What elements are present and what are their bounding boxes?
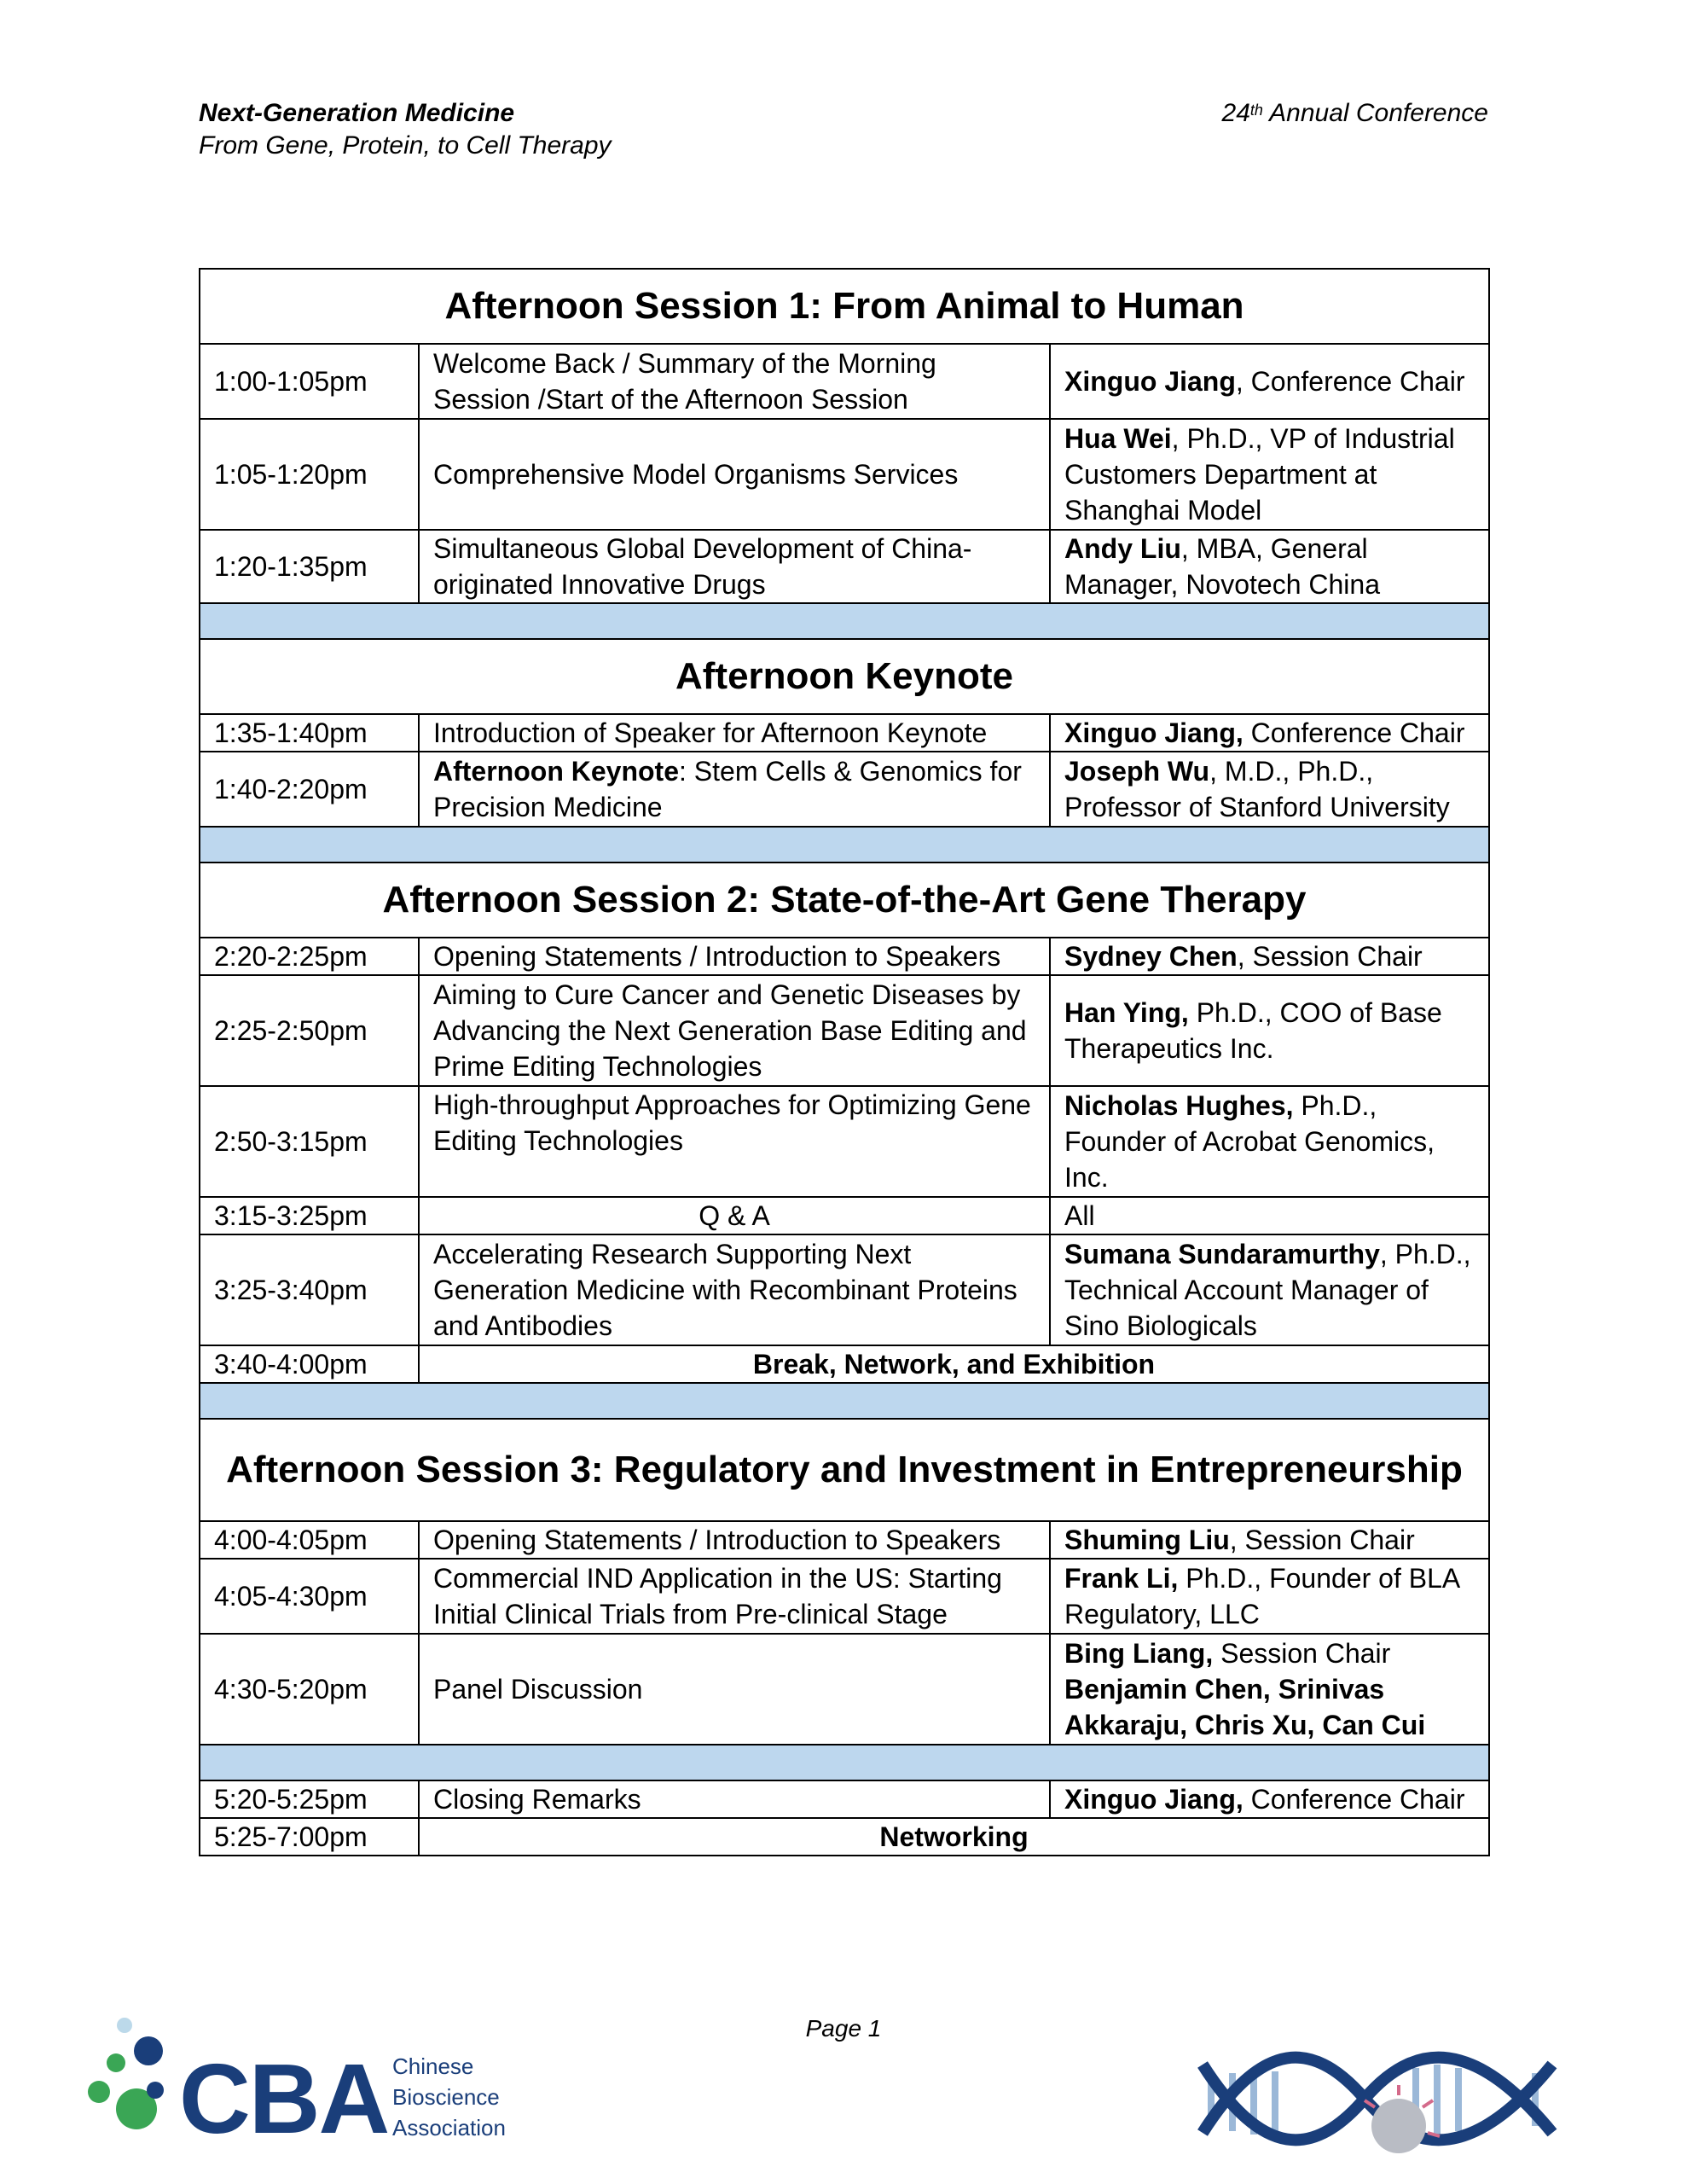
panelists: Benjamin Chen, Srinivas Akkaraju, Chris Xu, Can Cui: [1064, 1674, 1426, 1740]
topic-cell: High-throughput Approaches for Optimizing Gene Editing Technologies: [419, 1086, 1050, 1197]
session-title-row: [200, 639, 1489, 714]
time-cell: 4:05-4:30pm: [200, 1559, 419, 1634]
table-row: [200, 1197, 1489, 1234]
speaker-detail: , Ph.D., Technical Account Manager of Sino Biologicals: [1064, 1239, 1471, 1341]
time-cell: 3:15-3:25pm: [200, 1197, 419, 1234]
cba-wordmark: CBA: [179, 2043, 389, 2154]
table-row: [200, 419, 1489, 530]
cba-full-name: [392, 2051, 506, 2143]
table-row: [200, 1559, 1489, 1634]
cba-name-line: Association: [392, 2115, 506, 2140]
time-cell: 1:35-1:40pm: [200, 714, 419, 752]
time-cell: 1:40-2:20pm: [200, 752, 419, 827]
speaker-cell: [1050, 714, 1489, 752]
time-cell: 1:00-1:05pm: [200, 344, 419, 419]
keynote-title: Afternoon Keynote: [200, 639, 1489, 714]
time-cell: 5:25-7:00pm: [200, 1818, 419, 1856]
topic-cell: Opening Statements / Introduction to Speakers: [419, 1521, 1050, 1559]
cba-name-line: Bioscience: [392, 2084, 500, 2110]
time-cell: 4:00-4:05pm: [200, 1521, 419, 1559]
session-title-row: [200, 863, 1489, 938]
document-header-left: [199, 97, 612, 162]
merged-cell: Break, Network, and Exhibition: [419, 1345, 1489, 1383]
topic-cell: Aiming to Cure Cancer and Genetic Diseases by Advancing the Next Generation Base Editing and Prime Editing Technologies: [419, 975, 1050, 1086]
table-row: [200, 1780, 1489, 1818]
speaker-detail: Conference Chair: [1243, 1784, 1465, 1815]
table-row: [200, 1521, 1489, 1559]
speaker-name: Han Ying,: [1064, 997, 1189, 1028]
table-row: [200, 975, 1489, 1086]
speaker-cell: [1050, 975, 1489, 1086]
topic-label: Afternoon Keynote: [433, 756, 679, 787]
time-cell: 2:20-2:25pm: [200, 938, 419, 975]
speaker-name: Nicholas Hughes,: [1064, 1090, 1294, 1121]
topic-cell: Q & A: [419, 1197, 1050, 1234]
session-title-row: [200, 269, 1489, 344]
speaker-cell: [1050, 344, 1489, 419]
speaker-detail: , MBA, General Manager, Novotech China: [1064, 533, 1380, 600]
session-1-title: Afternoon Session 1: From Animal to Human: [200, 269, 1489, 344]
speaker-cell: [1050, 419, 1489, 530]
topic-cell: Comprehensive Model Organisms Services: [419, 419, 1050, 530]
speaker-detail: Ph.D., COO of Base Therapeutics Inc.: [1064, 997, 1442, 1064]
speaker-detail: Conference Chair: [1243, 717, 1465, 748]
speaker-cell: [1050, 1559, 1489, 1634]
topic-cell: Commercial IND Application in the US: Starting Initial Clinical Trials from Pre-clinical Stage: [419, 1559, 1050, 1634]
speaker-cell: [1050, 1086, 1489, 1197]
schedule-table: [199, 268, 1490, 1856]
merged-cell: Networking: [419, 1818, 1489, 1856]
speaker-name: Xinguo Jiang,: [1064, 717, 1244, 748]
speaker-detail: , M.D., Ph.D., Professor of Stanford University: [1064, 756, 1450, 822]
speaker-detail: Ph.D., Founder of Acrobat Genomics, Inc.: [1064, 1090, 1435, 1193]
speaker-cell: [1050, 1521, 1489, 1559]
topic-cell: Opening Statements / Introduction to Speakers: [419, 938, 1050, 975]
speaker-cell: [1050, 752, 1489, 827]
time-cell: 2:50-3:15pm: [200, 1086, 419, 1197]
speaker-detail: Ph.D., Founder of BLA Regulatory, LLC: [1064, 1563, 1459, 1629]
speaker-cell: [1050, 1634, 1489, 1745]
time-cell: 1:05-1:20pm: [200, 419, 419, 530]
speaker-detail: , Session Chair: [1229, 1525, 1415, 1555]
speaker-name: Sydney Chen: [1064, 941, 1238, 972]
topic-cell: [419, 752, 1050, 827]
dna-helix-icon: [1194, 2030, 1569, 2158]
speaker-cell: [1050, 1197, 1489, 1234]
topic-cell: Closing Remarks: [419, 1780, 1050, 1818]
topic-cell: Panel Discussion: [419, 1634, 1050, 1745]
session-3-title: Afternoon Session 3: Regulatory and Investment in Entrepreneurship: [200, 1419, 1489, 1521]
topic-cell: Accelerating Research Supporting Next Generation Medicine with Recombinant Proteins and Antibodies: [419, 1234, 1050, 1345]
speaker-detail: All: [1064, 1200, 1095, 1231]
speaker-name: Xinguo Jiang,: [1064, 1784, 1244, 1815]
time-cell: 5:20-5:25pm: [200, 1780, 419, 1818]
speaker-name: Bing Liang,: [1064, 1638, 1214, 1669]
speaker-cell: [1050, 1234, 1489, 1345]
speaker-name: Hua Wei: [1064, 423, 1172, 454]
time-cell: 3:40-4:00pm: [200, 1345, 419, 1383]
topic-text: : Stem Cells & Genomics for Precision Medicine: [433, 756, 1022, 822]
session-title-row: [200, 1419, 1489, 1521]
speaker-name: Xinguo Jiang: [1064, 366, 1236, 397]
table-row: [200, 1086, 1489, 1197]
speaker-name: Andy Liu: [1064, 533, 1181, 564]
speaker-cell: [1050, 530, 1489, 603]
conference-edition: [1222, 97, 1488, 130]
topic-cell: Welcome Back / Summary of the Morning Session /Start of the Afternoon Session: [419, 344, 1050, 419]
table-row: [200, 752, 1489, 827]
conference-subtitle: From Gene, Protein, to Cell Therapy: [199, 131, 612, 160]
speaker-cell: [1050, 1780, 1489, 1818]
cba-name-line: Chinese: [392, 2053, 474, 2079]
speaker-detail: , Ph.D., VP of Industrial Customers Department at Shanghai Model: [1064, 423, 1455, 526]
time-cell: 4:30-5:20pm: [200, 1634, 419, 1745]
speaker-detail: Session Chair: [1213, 1638, 1391, 1669]
speaker-name: Joseph Wu: [1064, 756, 1210, 787]
speaker-name: Shuming Liu: [1064, 1525, 1230, 1555]
table-row: [200, 1234, 1489, 1345]
conference-title: Next-Generation Medicine: [199, 99, 515, 127]
time-cell: 2:25-2:50pm: [200, 975, 419, 1086]
speaker-name: Frank Li,: [1064, 1563, 1179, 1594]
section-divider: [200, 827, 1489, 863]
table-row: [200, 1818, 1489, 1856]
time-cell: 3:25-3:40pm: [200, 1234, 419, 1345]
section-divider: [200, 1383, 1489, 1419]
table-row: [200, 714, 1489, 752]
edition-suffix: th: [1249, 102, 1263, 119]
speaker-detail: , Conference Chair: [1235, 366, 1465, 397]
section-divider: [200, 603, 1489, 639]
table-row: [200, 530, 1489, 603]
page-number: Page 1: [805, 2015, 882, 2042]
edition-number: 24: [1221, 99, 1250, 127]
table-row: [200, 1634, 1489, 1745]
topic-cell: Simultaneous Global Development of China-originated Innovative Drugs: [419, 530, 1050, 603]
section-divider: [200, 1745, 1489, 1780]
table-row: [200, 938, 1489, 975]
session-2-title: Afternoon Session 2: State-of-the-Art Gene Therapy: [200, 863, 1489, 938]
topic-cell: Introduction of Speaker for Afternoon Keynote: [419, 714, 1050, 752]
time-cell: 1:20-1:35pm: [200, 530, 419, 603]
speaker-cell: [1050, 938, 1489, 975]
speaker-detail: , Session Chair: [1237, 941, 1423, 972]
table-row: [200, 1345, 1489, 1383]
speaker-name: Sumana Sundaramurthy: [1064, 1239, 1380, 1269]
table-row: [200, 344, 1489, 419]
edition-label: Annual Conference: [1262, 99, 1488, 127]
